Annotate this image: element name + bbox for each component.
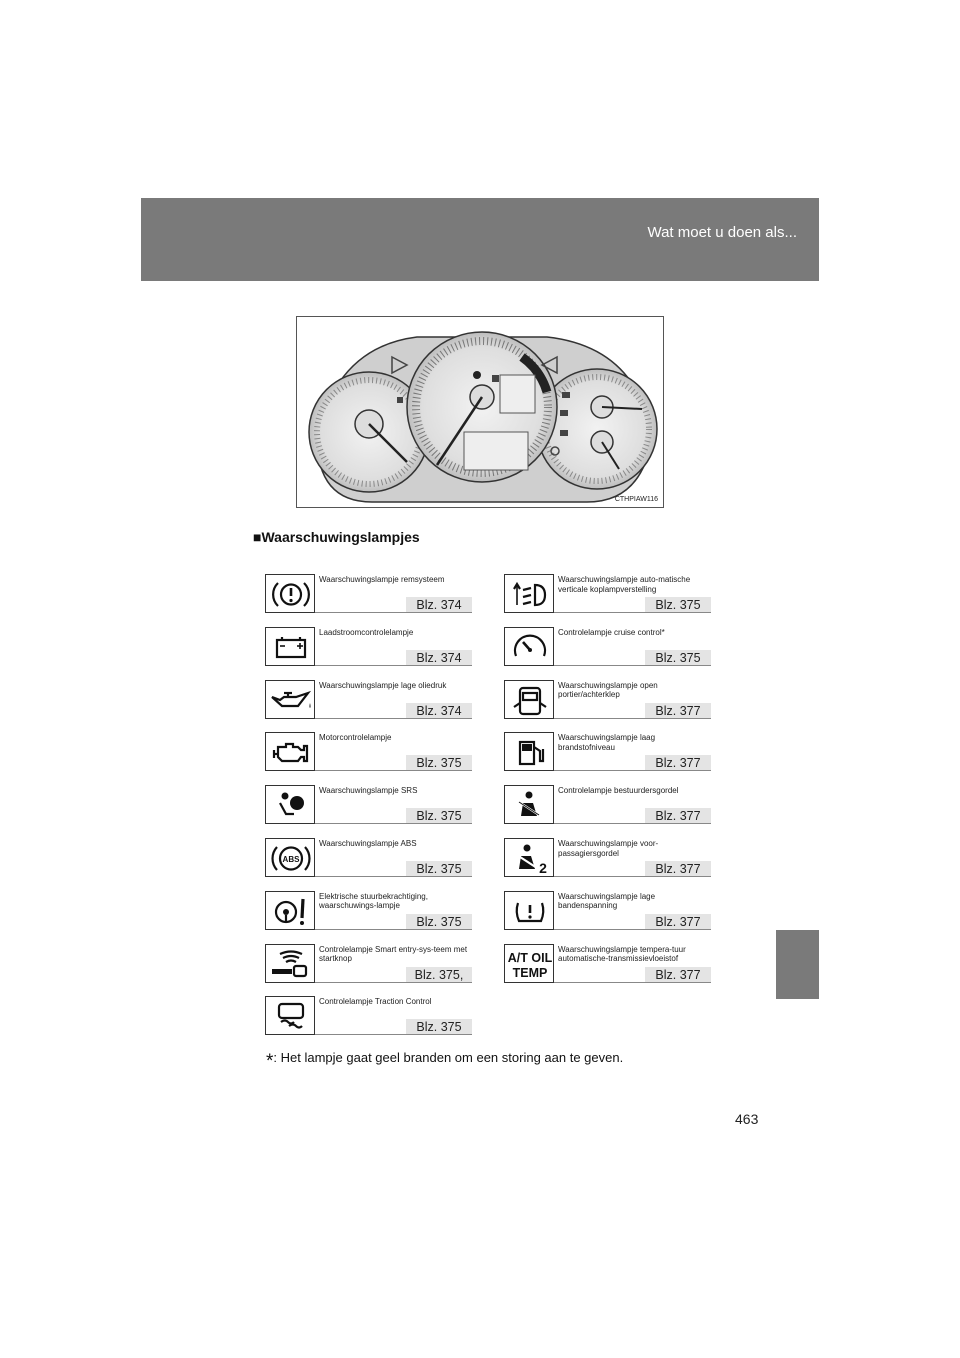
instrument-cluster-figure [296,316,664,508]
page-reference: Blz. 377 [645,967,711,983]
figure-code: CTHPIAW116 [614,496,658,503]
left-indicator-row [265,627,472,666]
right-indicator-row [504,574,711,613]
page-reference: Blz. 377 [645,914,711,930]
indicator-label: Waarschuwingslampje lage bandenspanning [558,891,656,911]
indicator-label: Motorcontrolelampje [319,733,392,743]
row-underline [554,929,711,930]
right-indicator-row [504,838,711,877]
headlight-level-icon [504,574,554,613]
fuel-pump-icon [504,732,554,771]
right-indicator-row [504,627,711,666]
battery-icon [265,627,315,666]
footnote-star: * [266,1051,274,1072]
abs-icon [265,838,315,877]
indicator-label: Controlelampje Smart entry-sys-teem met startknop [319,944,468,964]
row-underline [554,718,711,719]
chapter-side-tab [776,930,819,999]
page-reference: Blz. 374 [406,597,472,613]
cruise-control-icon [504,627,554,666]
row-underline [315,982,472,983]
indicator-label: Controlelampje bestuurdersgordel [558,786,679,796]
left-indicator-row [265,574,472,613]
section-title: Waarschuwingslampjes [261,529,420,545]
indicator-label: Waarschuwingslampje laag brandstofniveau [558,733,656,752]
tire-pressure-icon [504,891,554,930]
row-underline [554,770,711,771]
airbag-icon [265,785,315,824]
passenger-seatbelt-icon [504,838,554,877]
row-underline [315,665,472,666]
right-indicator-row [504,680,711,719]
right-indicator-row [504,732,711,771]
chapter-header [141,198,819,281]
right-indicator-row [504,785,711,824]
left-indicator-row [265,838,472,877]
left-indicator-row [265,680,472,719]
indicator-label: Controlelampje cruise control* [558,627,665,637]
right-indicator-row [504,891,711,930]
indicator-label: Elektrische stuurbekrachtiging, waarschuwings-lampje [319,891,428,911]
at-oil-temp-icon [504,944,554,983]
page-reference: Blz. 377 [645,755,711,771]
steering-warning-icon [265,891,315,930]
svg-text:ABS: ABS [282,855,300,864]
page-reference: Blz. 375 [406,914,472,930]
page-reference: Blz. 377 [645,703,711,719]
row-underline [554,665,711,666]
page-reference: Blz. 375 [406,861,472,877]
left-indicator-row [265,996,472,1035]
open-door-icon [504,680,554,719]
footnote [266,1050,623,1073]
indicator-label: Waarschuwingslampje SRS [319,786,418,796]
page-reference: Blz. 377 [645,861,711,877]
indicator-label: Waarschuwingslampje voor-passagiersgordel [558,839,659,858]
seatbelt-icon [504,785,554,824]
page-reference: Blz. 375 [645,650,711,666]
row-underline [315,770,472,771]
page-number: 463 [735,1111,759,1127]
footnote-text: : Het lampje gaat geel branden om een storing aan te geven. [273,1050,624,1065]
chapter-title: Wat moet u doen als... [647,224,797,241]
left-indicator-row [265,785,472,824]
page-reference: Blz. 375, [406,967,472,983]
indicator-label: Waarschuwingslampje open portier/achterklep [558,680,658,700]
traction-control-icon [265,996,315,1035]
page-reference: Blz. 375 [406,808,472,824]
section-heading: ■Waarschuwingslampjes [253,529,420,545]
indicator-label: Controlelampje Traction Control [319,997,432,1007]
page-reference: Blz. 377 [645,808,711,824]
row-underline [315,718,472,719]
smart-key-icon [265,944,315,983]
page-reference: Blz. 374 [406,703,472,719]
engine-icon [265,732,315,771]
instrument-cluster-illustration [297,317,663,507]
row-underline [554,876,711,877]
svg-text:TEMP: TEMP [512,965,548,980]
page-reference: Blz. 375 [406,755,472,771]
indicator-label: Waarschuwingslampje tempera-tuur automatische-transmissievloeistof [558,944,686,964]
row-underline [315,929,472,930]
indicator-label: Waarschuwingslampje remsysteem [319,575,445,584]
left-indicator-row [265,891,472,930]
row-underline [315,823,472,824]
indicator-label: Waarschuwingslampje lage oliedruk [319,680,447,690]
row-underline [315,1034,472,1035]
row-underline [554,823,711,824]
page-reference: Blz. 374 [406,650,472,666]
left-indicator-row [265,944,472,983]
svg-text:A/T OIL: A/T OIL [507,950,553,965]
row-underline [315,612,472,613]
row-underline [315,876,472,877]
row-underline [554,612,711,613]
indicator-label: Laadstroomcontrolelampje [319,627,414,637]
brake-warning-icon [265,574,315,613]
page-reference: Blz. 375 [645,597,711,613]
row-underline [554,982,711,983]
right-indicator-row [504,944,711,983]
page-reference: Blz. 375 [406,1019,472,1035]
svg-text:2: 2 [539,860,547,876]
oil-can-icon [265,680,315,719]
left-indicator-row [265,732,472,771]
indicator-label: Waarschuwingslampje auto-matische verticale koplampverstelling [558,575,691,594]
indicator-label: Waarschuwingslampje ABS [319,839,417,848]
